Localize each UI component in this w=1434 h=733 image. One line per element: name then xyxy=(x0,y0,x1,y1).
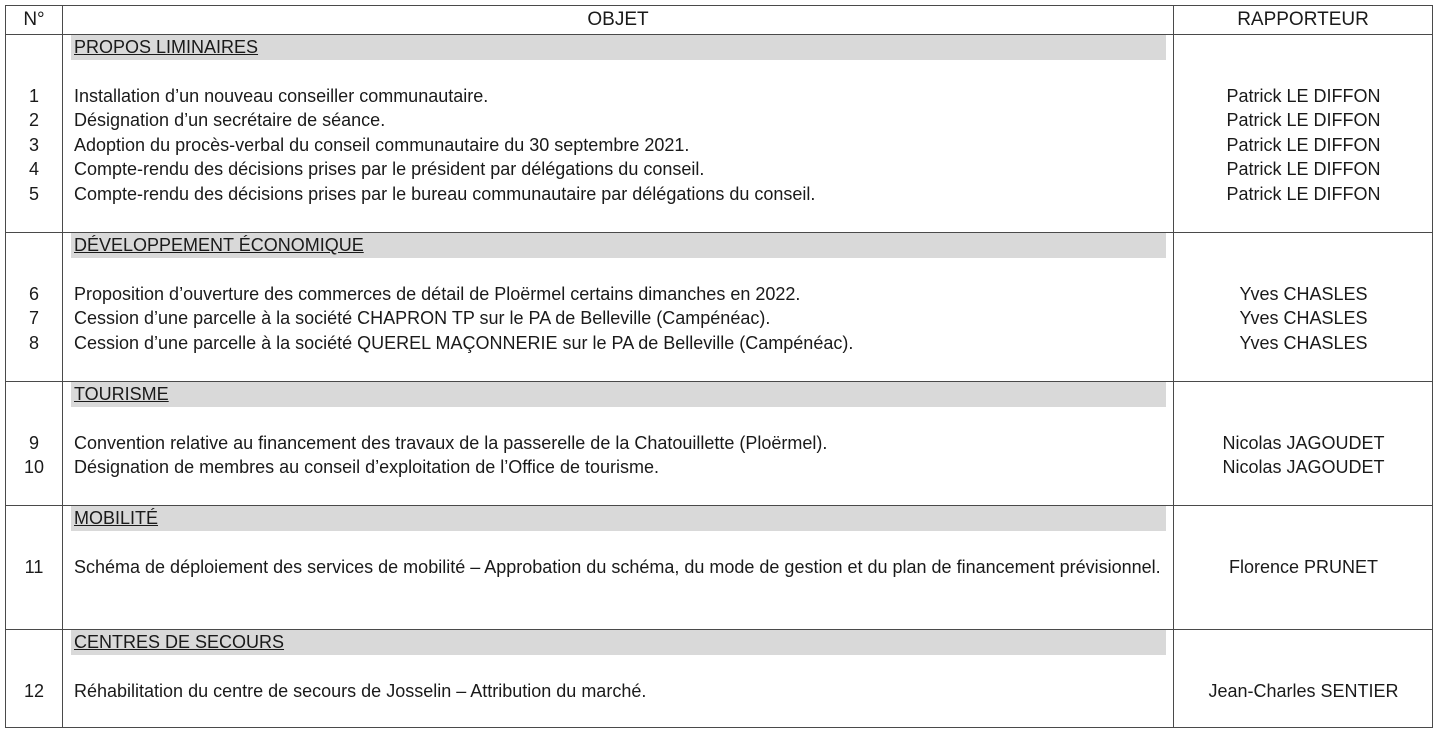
item-num: 2 xyxy=(28,110,39,131)
item-rapporteur: Patrick LE DIFFON xyxy=(1226,110,1381,131)
section-title: PROPOS LIMINAIRES xyxy=(74,37,259,57)
item-objects xyxy=(74,679,1170,703)
item-objet: Compte-rendu des décisions prises par le président par délégations du conseil. xyxy=(74,159,705,180)
header-num: N° xyxy=(23,9,45,30)
item-num: 9 xyxy=(28,433,39,453)
item-rapporteurs xyxy=(1175,679,1432,703)
header-objet: OBJET xyxy=(587,9,649,30)
item-objet: Convention relative au financement des travaux de la passerelle de la Chatouillette (Ploërmel). xyxy=(74,433,828,453)
item-num: 10 xyxy=(23,457,45,478)
section-centres-de-secours xyxy=(6,630,1432,727)
section-tourisme xyxy=(6,382,1432,505)
section-title: DÉVELOPPEMENT ÉCONOMIQUE xyxy=(74,235,364,255)
section-band xyxy=(71,506,1166,531)
item-rapporteur: Yves CHASLES xyxy=(1239,308,1368,329)
item-num: 1 xyxy=(28,86,39,106)
item-rapporteur: Yves CHASLES xyxy=(1239,284,1368,304)
item-rapporteur: Florence PRUNET xyxy=(1228,557,1379,577)
item-objet: Schéma de déploiement des services de mobilité – Approbation du schéma, du mode de gestion et du plan de financement prévisionnel. xyxy=(74,557,1161,577)
item-rapporteurs xyxy=(1175,431,1432,480)
item-numbers xyxy=(6,555,62,579)
item-objet: Désignation de membres au conseil d’exploitation de l’Office de tourisme. xyxy=(74,457,659,478)
item-rapporteurs xyxy=(1175,282,1432,355)
item-objet: Cession d’une parcelle à la société CHAPRON TP sur le PA de Belleville (Campénéac). xyxy=(74,308,771,329)
item-rapporteurs xyxy=(1175,555,1432,579)
item-objects xyxy=(74,84,1170,206)
item-objet: Cession d’une parcelle à la société QUEREL MAÇONNERIE sur le PA de Belleville (Campénéac). xyxy=(74,332,854,353)
item-numbers xyxy=(6,431,62,480)
item-objet: Désignation d’un secrétaire de séance. xyxy=(74,110,386,131)
item-objects xyxy=(74,555,1170,579)
section-title: CENTRES DE SECOURS xyxy=(74,632,285,652)
section-title: TOURISME xyxy=(74,384,169,404)
item-numbers xyxy=(6,282,62,355)
item-rapporteur: Patrick LE DIFFON xyxy=(1226,134,1381,155)
item-num: 5 xyxy=(28,183,39,204)
section-developpement-economique xyxy=(6,233,1432,381)
item-num: 4 xyxy=(28,159,39,180)
item-numbers xyxy=(6,84,62,206)
item-num: 11 xyxy=(24,557,44,577)
item-rapporteur: Patrick LE DIFFON xyxy=(1226,86,1381,106)
item-rapporteur: Patrick LE DIFFON xyxy=(1226,159,1381,180)
item-rapporteurs xyxy=(1175,84,1432,206)
item-rapporteur: Patrick LE DIFFON xyxy=(1226,183,1381,204)
item-num: 3 xyxy=(28,134,39,155)
item-num: 8 xyxy=(28,332,39,353)
section-mobilite xyxy=(6,506,1432,629)
section-title: MOBILITÉ xyxy=(74,508,159,528)
section-propos-liminaires xyxy=(6,35,1432,232)
item-num: 7 xyxy=(28,308,39,329)
item-objet: Adoption du procès-verbal du conseil communautaire du 30 septembre 2021. xyxy=(74,134,690,155)
agenda-table xyxy=(5,5,1433,728)
item-objects xyxy=(74,431,1170,480)
item-rapporteur: Nicolas JAGOUDET xyxy=(1222,457,1385,478)
item-objet: Proposition d’ouverture des commerces de détail de Ploërmel certains dimanches en 2022. xyxy=(74,284,801,304)
item-objet: Compte-rendu des décisions prises par le bureau communautaire par délégations du conseil. xyxy=(74,183,816,204)
item-num: 12 xyxy=(23,681,45,701)
item-rapporteur: Nicolas JAGOUDET xyxy=(1222,433,1385,453)
item-objet: Réhabilitation du centre de secours de Josselin – Attribution du marché. xyxy=(74,681,647,701)
item-numbers xyxy=(6,679,62,703)
item-rapporteur: Yves CHASLES xyxy=(1239,332,1368,353)
item-objet: Installation d’un nouveau conseiller communautaire. xyxy=(74,86,489,106)
item-rapporteur: Jean-Charles SENTIER xyxy=(1208,681,1399,701)
header-rapporteur: RAPPORTEUR xyxy=(1237,9,1369,30)
section-band xyxy=(71,382,1166,407)
item-objects xyxy=(74,282,1170,355)
item-num: 6 xyxy=(28,284,39,304)
